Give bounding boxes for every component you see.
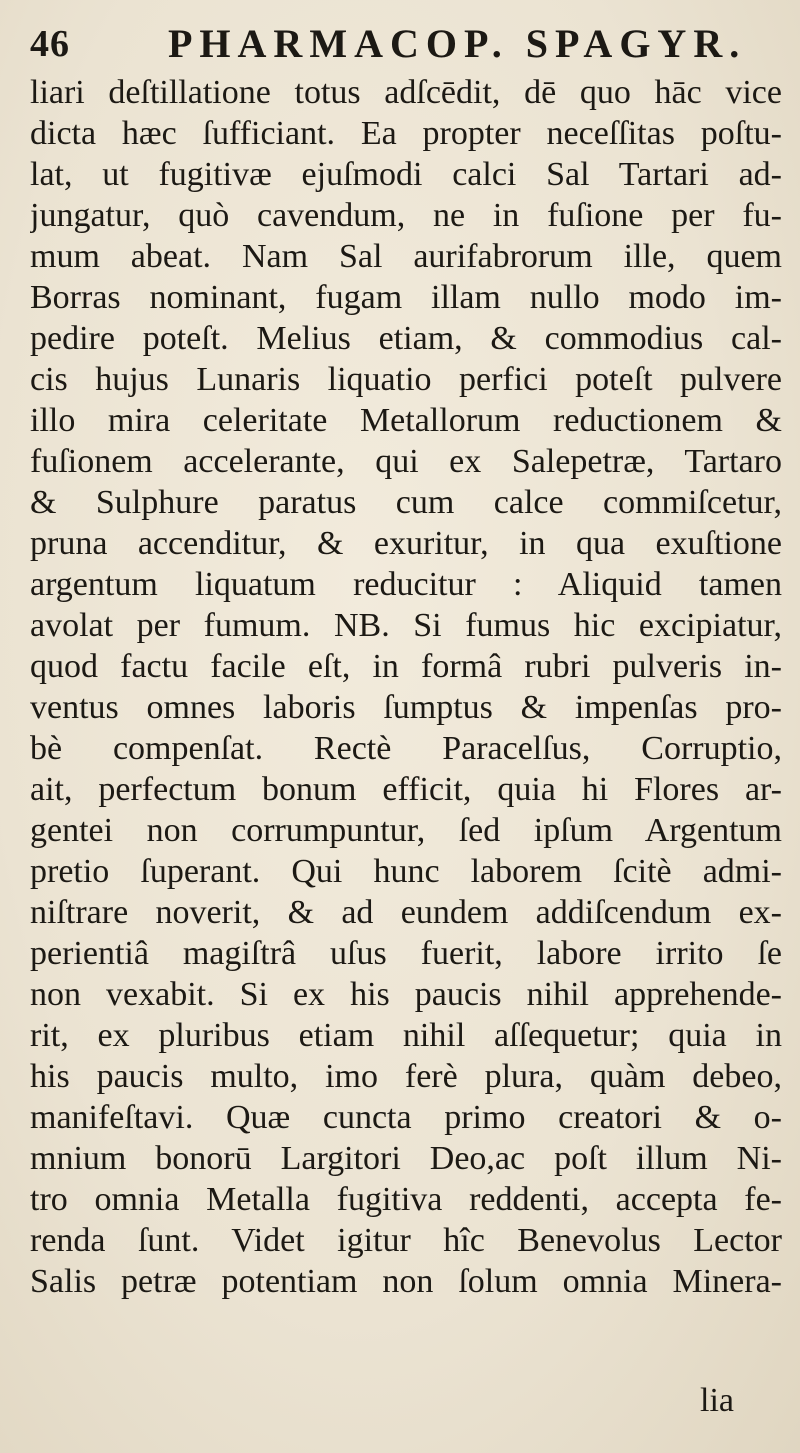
text-line: perientiâ magiſtrâ uſus fuerit, labore irrito ſe <box>30 935 782 972</box>
text-line: quod factu facile eſt, in formâ rubri pulveris in- <box>30 648 782 685</box>
text-line: jungatur, quò cavendum, ne in fuſione per fu- <box>30 197 782 234</box>
text-line: mnium bonorū Largitori Deo,ac poſt illum Ni- <box>30 1140 782 1177</box>
text-line: pruna accenditur, & exuritur, in qua exuſtione <box>30 525 782 562</box>
text-line: & Sulphure paratus cum calce commiſcetur, <box>30 484 782 521</box>
text-line: his paucis multo, imo ferè plura, quàm debeo, <box>30 1058 782 1095</box>
text-line: rit, ex pluribus etiam nihil aſſequetur; quia in <box>30 1017 782 1054</box>
text-line: illo mira celeritate Metallorum reductionem & <box>30 402 782 439</box>
text-line: liari deſtillatione totus adſcēdit, dē quo hāc vice <box>30 74 782 111</box>
text-line: renda ſunt. Videt igitur hîc Benevolus Lector <box>30 1222 782 1259</box>
page-number: 46 <box>30 23 70 65</box>
text-line: non vexabit. Si ex his paucis nihil apprehende- <box>30 976 782 1013</box>
text-line: pedire poteſt. Melius etiam, & commodius cal- <box>30 320 782 357</box>
text-line: dicta hæc ſufficiant. Ea propter neceſſitas poſtu- <box>30 115 782 152</box>
text-line: gentei non corrumpuntur, ſed ipſum Argentum <box>30 812 782 849</box>
text-line: niſtrare noverit, & ad eundem addiſcendum ex- <box>30 894 782 931</box>
text-line: fuſionem accelerante, qui ex Salepetræ, Tartaro <box>30 443 782 480</box>
text-line: Salis petræ potentiam non ſolum omnia Minera- <box>30 1263 782 1300</box>
text-line: ait, perfectum bonum efficit, quia hi Flores ar- <box>30 771 782 808</box>
page-header <box>30 18 780 70</box>
text-line: Borras nominant, fugam illam nullo modo im- <box>30 279 782 316</box>
text-line: tro omnia Metalla fugitiva reddenti, accepta fe- <box>30 1181 782 1218</box>
text-line: manifeſtavi. Quæ cuncta primo creatori & o- <box>30 1099 782 1136</box>
text-line: lat, ut fugitivæ ejuſmodi calci Sal Tartari ad- <box>30 156 782 193</box>
catchword: lia <box>700 1382 734 1419</box>
text-line: argentum liquatum reducitur : Aliquid tamen <box>30 566 782 603</box>
body-text <box>30 72 782 1302</box>
running-head: PHARMACOP. SPAGYR. <box>168 21 747 66</box>
text-line: mum abeat. Nam Sal aurifabrorum ille, quem <box>30 238 782 275</box>
text-line: avolat per fumum. NB. Si fumus hic excipiatur, <box>30 607 782 644</box>
text-line: pretio ſuperant. Qui hunc laborem ſcitè admi- <box>30 853 782 890</box>
text-line: ventus omnes laboris ſumptus & impenſas pro- <box>30 689 782 726</box>
text-line: cis hujus Lunaris liquatio perfici poteſt pulvere <box>30 361 782 398</box>
text-line: bè compenſat. Rectè Paracelſus, Corruptio, <box>30 730 782 767</box>
